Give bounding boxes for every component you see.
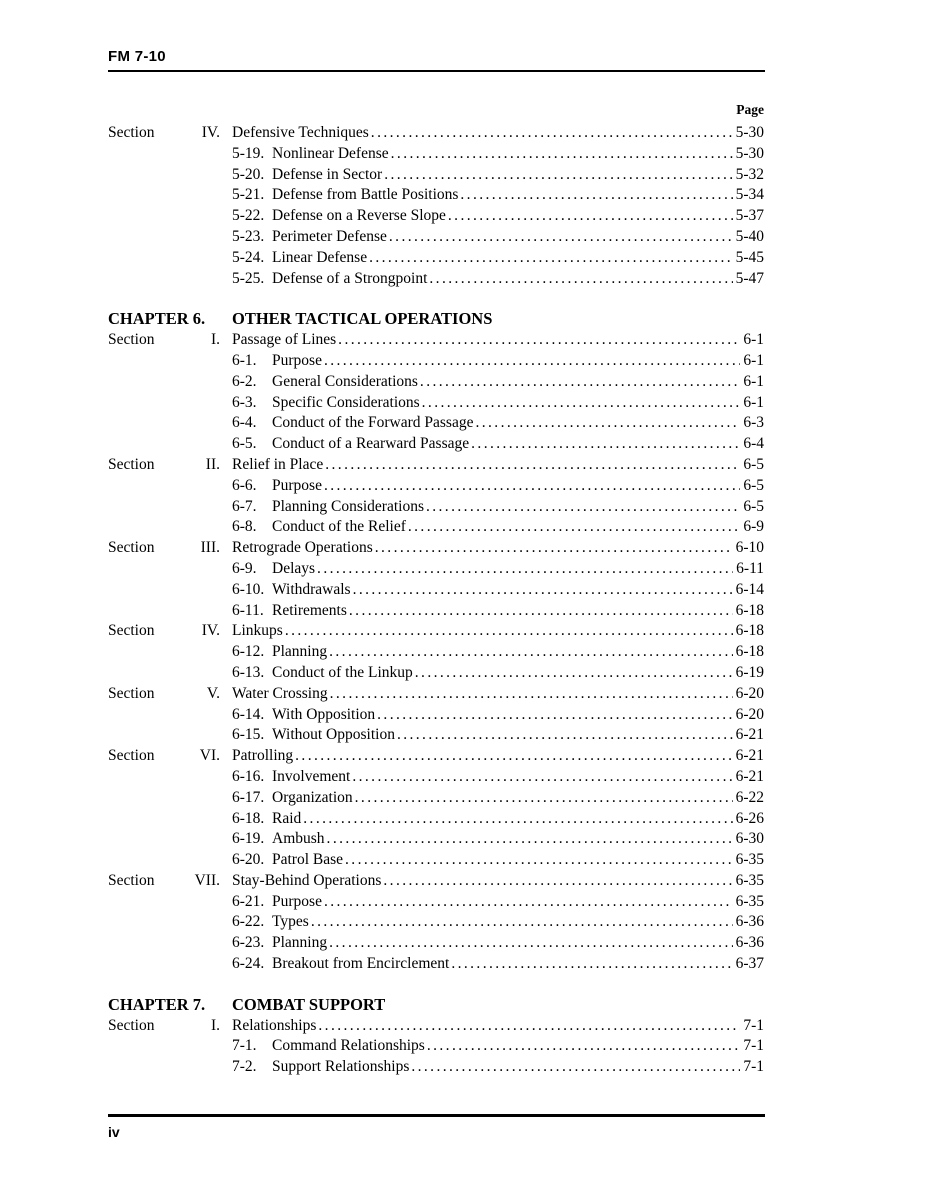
paragraph-title: Breakout from Encirclement: [272, 955, 450, 973]
page-number: 7-1: [743, 1058, 764, 1076]
paragraph-number: 6-9.: [232, 559, 257, 577]
toc-paragraph-row: [108, 476, 764, 497]
paragraph-number: 5-23.: [232, 227, 265, 245]
dot-leader: [345, 850, 733, 871]
table-of-contents: [108, 102, 764, 1078]
page-number: 6-21: [735, 747, 764, 765]
paragraph-title: Defense on a Reverse Slope: [272, 207, 446, 225]
paragraph-number: 6-1.: [232, 351, 257, 369]
page-number: 6-37: [735, 955, 764, 973]
page-number: 6-21: [735, 767, 764, 785]
section-title: Linkups: [232, 622, 283, 640]
dot-leader: [318, 1016, 740, 1037]
section-column: [108, 684, 220, 705]
toc-paragraph-row: [108, 434, 764, 455]
toc-paragraph-row: [108, 850, 764, 871]
dot-leader: [353, 580, 733, 601]
dot-leader: [338, 330, 740, 351]
toc-section-row: [108, 1016, 764, 1037]
page-number: 5-47: [735, 269, 764, 287]
toc-paragraph-row: [108, 912, 764, 933]
paragraph-title: Delays: [272, 559, 316, 577]
toc-paragraph-row: [108, 497, 764, 518]
section-title: Passage of Lines: [232, 331, 337, 349]
toc-chapter-row: [108, 995, 764, 1016]
page-number: 6-35: [735, 892, 764, 910]
paragraph-number: 7-2.: [232, 1058, 257, 1076]
section-label: Section: [108, 539, 155, 557]
page-footer: [108, 1114, 765, 1140]
toc-paragraph-row: [108, 165, 764, 186]
page-number: 6-18: [735, 622, 764, 640]
page-number: 5-40: [735, 227, 764, 245]
toc-paragraph-row: [108, 372, 764, 393]
section-column: [108, 538, 220, 559]
paragraph-number: 5-21.: [232, 186, 265, 204]
toc-paragraph-row: [108, 227, 764, 248]
page-number: 5-34: [735, 186, 764, 204]
toc-paragraph-row: [108, 580, 764, 601]
paragraph-title: Linear Defense: [272, 248, 368, 266]
section-column: [108, 330, 220, 351]
page-number: 5-45: [735, 248, 764, 266]
paragraph-number: 6-18.: [232, 809, 265, 827]
toc-paragraph-row: [108, 767, 764, 788]
dot-leader: [375, 538, 733, 559]
paragraph-title: Support Relationships: [272, 1058, 410, 1076]
paragraph-title: Purpose: [272, 892, 322, 910]
toc-paragraph-row: [108, 144, 764, 165]
paragraph-number: 6-2.: [232, 372, 257, 390]
section-numeral: VI.: [199, 747, 220, 765]
dot-leader: [325, 455, 740, 476]
dot-leader: [383, 871, 732, 892]
paragraph-number: 6-5.: [232, 435, 257, 453]
dot-leader: [429, 269, 732, 290]
page-number: 6-14: [735, 580, 764, 598]
dot-leader: [303, 809, 732, 830]
toc-paragraph-row: [108, 248, 764, 269]
page-number: 6-9: [743, 518, 764, 536]
folio-page-number: iv: [108, 1124, 120, 1140]
paragraph-title: Nonlinear Defense: [272, 144, 389, 162]
page-number: 6-10: [735, 539, 764, 557]
dot-leader: [411, 1057, 740, 1078]
dot-leader: [324, 892, 733, 913]
section-numeral: IV.: [201, 622, 220, 640]
dot-leader: [460, 185, 732, 206]
page-number: 6-18: [735, 643, 764, 661]
toc-chapter-row: [108, 309, 764, 330]
section-column: [108, 871, 220, 892]
toc-paragraph-row: [108, 413, 764, 434]
section-numeral: III.: [200, 539, 220, 557]
paragraph-number: 6-13.: [232, 663, 265, 681]
paragraph-number: 6-24.: [232, 955, 265, 973]
dot-leader: [475, 413, 740, 434]
toc-paragraph-row: [108, 559, 764, 580]
paragraph-title: Command Relationships: [272, 1037, 425, 1055]
section-column: [108, 621, 220, 642]
toc-paragraph-row: [108, 601, 764, 622]
paragraph-title: Without Opposition: [272, 726, 395, 744]
paragraph-number: 6-16.: [232, 767, 265, 785]
paragraph-number: 5-24.: [232, 248, 265, 266]
page-number: 5-30: [735, 124, 764, 141]
paragraph-number: 5-20.: [232, 165, 265, 183]
paragraph-number: 6-22.: [232, 913, 265, 931]
section-title: Patrolling: [232, 747, 294, 765]
section-column: [108, 1016, 220, 1037]
toc-paragraph-row: [108, 809, 764, 830]
toc-paragraph-row: [108, 185, 764, 206]
dot-leader: [420, 372, 740, 393]
paragraph-number: 6-6.: [232, 476, 257, 494]
dot-leader: [397, 725, 733, 746]
paragraph-number: 6-17.: [232, 788, 265, 806]
paragraph-title: General Considerations: [272, 372, 418, 390]
dot-leader: [329, 642, 732, 663]
dot-leader: [317, 559, 733, 580]
page-number: 6-5: [743, 497, 764, 515]
paragraph-title: Conduct of the Linkup: [272, 663, 413, 681]
section-label: Section: [108, 1016, 155, 1034]
paragraph-number: 6-21.: [232, 892, 265, 910]
toc-paragraph-row: [108, 892, 764, 913]
toc-paragraph-row: [108, 1057, 764, 1078]
paragraph-title: With Opposition: [272, 705, 376, 723]
section-label: Section: [108, 622, 155, 640]
toc-section-row: [108, 538, 764, 559]
page-number: 6-4: [743, 435, 764, 453]
page-number: 6-30: [735, 830, 764, 848]
dot-leader: [415, 663, 733, 684]
toc-paragraph-row: [108, 954, 764, 975]
paragraph-title: Conduct of the Relief: [272, 518, 406, 536]
paragraph-title: Purpose: [272, 476, 322, 494]
section-column: [108, 746, 220, 767]
dot-leader: [389, 227, 733, 248]
toc-paragraph-row: [108, 663, 764, 684]
toc-paragraph-row: [108, 788, 764, 809]
paragraph-title: Raid: [272, 809, 302, 827]
dot-leader: [377, 705, 732, 726]
paragraph-number: 6-15.: [232, 726, 265, 744]
paragraph-title: Types: [272, 913, 309, 931]
section-numeral: I.: [210, 1016, 220, 1034]
page-number: 5-30: [735, 144, 764, 162]
dot-leader: [371, 123, 733, 144]
section-title: Relationships: [232, 1016, 317, 1034]
toc-list: [108, 123, 764, 1078]
page-number: 6-21: [735, 726, 764, 744]
chapter-title: COMBAT SUPPORT: [232, 994, 386, 1014]
paragraph-title: Defense of a Strongpoint: [272, 269, 428, 287]
dot-leader: [369, 248, 732, 269]
page-number: 6-20: [735, 684, 764, 702]
doc-code: FM 7-10: [108, 48, 166, 65]
section-numeral: II.: [205, 455, 220, 473]
page-number: 6-35: [735, 871, 764, 889]
paragraph-number: 6-11.: [232, 601, 264, 619]
page-number: 6-36: [735, 913, 764, 931]
dot-leader: [324, 476, 740, 497]
dot-leader: [295, 746, 732, 767]
dot-leader: [448, 206, 733, 227]
page-number: 6-3: [743, 414, 764, 432]
section-label: Section: [108, 871, 155, 889]
paragraph-title: Defense from Battle Positions: [272, 186, 459, 204]
dot-leader: [391, 144, 733, 165]
paragraph-number: 6-10.: [232, 580, 265, 598]
paragraph-number: 6-23.: [232, 934, 265, 952]
paragraph-title: Conduct of the Forward Passage: [272, 414, 474, 432]
section-title: Water Crossing: [232, 684, 328, 702]
toc-section-row: [108, 746, 764, 767]
dot-leader: [349, 601, 733, 622]
page-number: 6-1: [743, 351, 764, 369]
page-number: 6-26: [735, 809, 764, 827]
toc-paragraph-row: [108, 206, 764, 227]
page-number: 6-5: [743, 476, 764, 494]
dot-leader: [451, 954, 732, 975]
paragraph-title: Purpose: [272, 351, 322, 369]
section-label: Section: [108, 124, 155, 141]
toc-section-row: [108, 871, 764, 892]
toc-section-row: [108, 455, 764, 476]
paragraph-title: Planning: [272, 934, 328, 952]
chapter-title: OTHER TACTICAL OPERATIONS: [232, 309, 493, 329]
page-number: 5-32: [735, 165, 764, 183]
dot-leader: [327, 829, 733, 850]
toc-paragraph-row: [108, 393, 764, 414]
section-label: Section: [108, 455, 155, 473]
dot-leader: [352, 767, 732, 788]
section-title: Defensive Techniques: [232, 124, 369, 141]
paragraph-number: 5-22.: [232, 207, 265, 225]
page-number: 6-36: [735, 934, 764, 952]
paragraph-number: 6-19.: [232, 830, 265, 848]
paragraph-number: 6-7.: [232, 497, 257, 515]
page-number: 6-1: [743, 372, 764, 390]
paragraph-number: 6-12.: [232, 643, 265, 661]
paragraph-title: Perimeter Defense: [272, 227, 387, 245]
page-number: 6-18: [735, 601, 764, 619]
paragraph-number: 6-4.: [232, 414, 257, 432]
page-number: 6-19: [735, 663, 764, 681]
toc-paragraph-row: [108, 351, 764, 372]
section-numeral: IV.: [201, 124, 220, 141]
dot-leader: [311, 912, 733, 933]
dot-leader: [329, 933, 732, 954]
section-label: Section: [108, 747, 155, 765]
toc-section-row: [108, 621, 764, 642]
page-number: 6-20: [735, 705, 764, 723]
chapter-label: CHAPTER 6.: [108, 309, 206, 329]
section-label: Section: [108, 684, 155, 702]
paragraph-title: Retirements: [272, 601, 347, 619]
page-number: 5-37: [735, 207, 764, 225]
chapter-label: CHAPTER 7.: [108, 994, 206, 1014]
paragraph-title: Planning Considerations: [272, 497, 424, 515]
paragraph-title: Involvement: [272, 767, 351, 785]
paragraph-title: Defense in Sector: [272, 165, 383, 183]
paragraph-title: Ambush: [272, 830, 325, 848]
dot-leader: [285, 621, 733, 642]
paragraph-number: 6-8.: [232, 518, 257, 536]
toc-paragraph-row: [108, 1036, 764, 1057]
section-title: Retrograde Operations: [232, 539, 373, 557]
page-number: 6-22: [735, 788, 764, 806]
paragraph-number: 5-19.: [232, 144, 265, 162]
page-number: 7-1: [743, 1016, 764, 1034]
dot-leader: [426, 497, 740, 518]
section-column: [108, 455, 220, 476]
paragraph-number: 7-1.: [232, 1037, 257, 1055]
paragraph-title: Patrol Base: [272, 851, 344, 869]
dot-leader: [324, 351, 740, 372]
section-column: [108, 123, 220, 144]
toc-paragraph-row: [108, 269, 764, 290]
section-numeral: V.: [206, 684, 220, 702]
toc-section-row: [108, 123, 764, 144]
dot-leader: [422, 393, 741, 414]
page-number: 7-1: [743, 1037, 764, 1055]
dot-leader: [330, 684, 733, 705]
page-number: 6-5: [743, 455, 764, 473]
section-label: Section: [108, 331, 155, 349]
dot-leader: [384, 165, 732, 186]
toc-paragraph-row: [108, 642, 764, 663]
paragraph-title: Conduct of a Rearward Passage: [272, 435, 470, 453]
toc-paragraph-row: [108, 705, 764, 726]
toc-paragraph-row: [108, 517, 764, 538]
paragraph-title: Withdrawals: [272, 580, 351, 598]
section-title: Stay-Behind Operations: [232, 871, 382, 889]
page-number: 6-1: [743, 331, 764, 349]
section-numeral: VII.: [194, 871, 220, 889]
paragraph-number: 6-14.: [232, 705, 265, 723]
section-title: Relief in Place: [232, 455, 324, 473]
toc-section-row: [108, 684, 764, 705]
page-header: [108, 48, 765, 72]
paragraph-number: 6-20.: [232, 851, 265, 869]
dot-leader: [408, 517, 740, 538]
paragraph-title: Planning: [272, 643, 328, 661]
paragraph-title: Specific Considerations: [272, 393, 420, 411]
dot-leader: [427, 1036, 740, 1057]
toc-section-row: [108, 330, 764, 351]
page-number: 6-1: [743, 393, 764, 411]
paragraph-number: 5-25.: [232, 269, 265, 287]
page-number: 6-11: [736, 559, 764, 577]
paragraph-number: 6-3.: [232, 393, 257, 411]
page-column-label: Page: [736, 102, 764, 117]
dot-leader: [355, 788, 733, 809]
toc-paragraph-row: [108, 725, 764, 746]
page-number: 6-35: [735, 851, 764, 869]
toc-paragraph-row: [108, 933, 764, 954]
dot-leader: [471, 434, 740, 455]
section-numeral: I.: [210, 331, 220, 349]
toc-paragraph-row: [108, 829, 764, 850]
paragraph-title: Organization: [272, 788, 353, 806]
